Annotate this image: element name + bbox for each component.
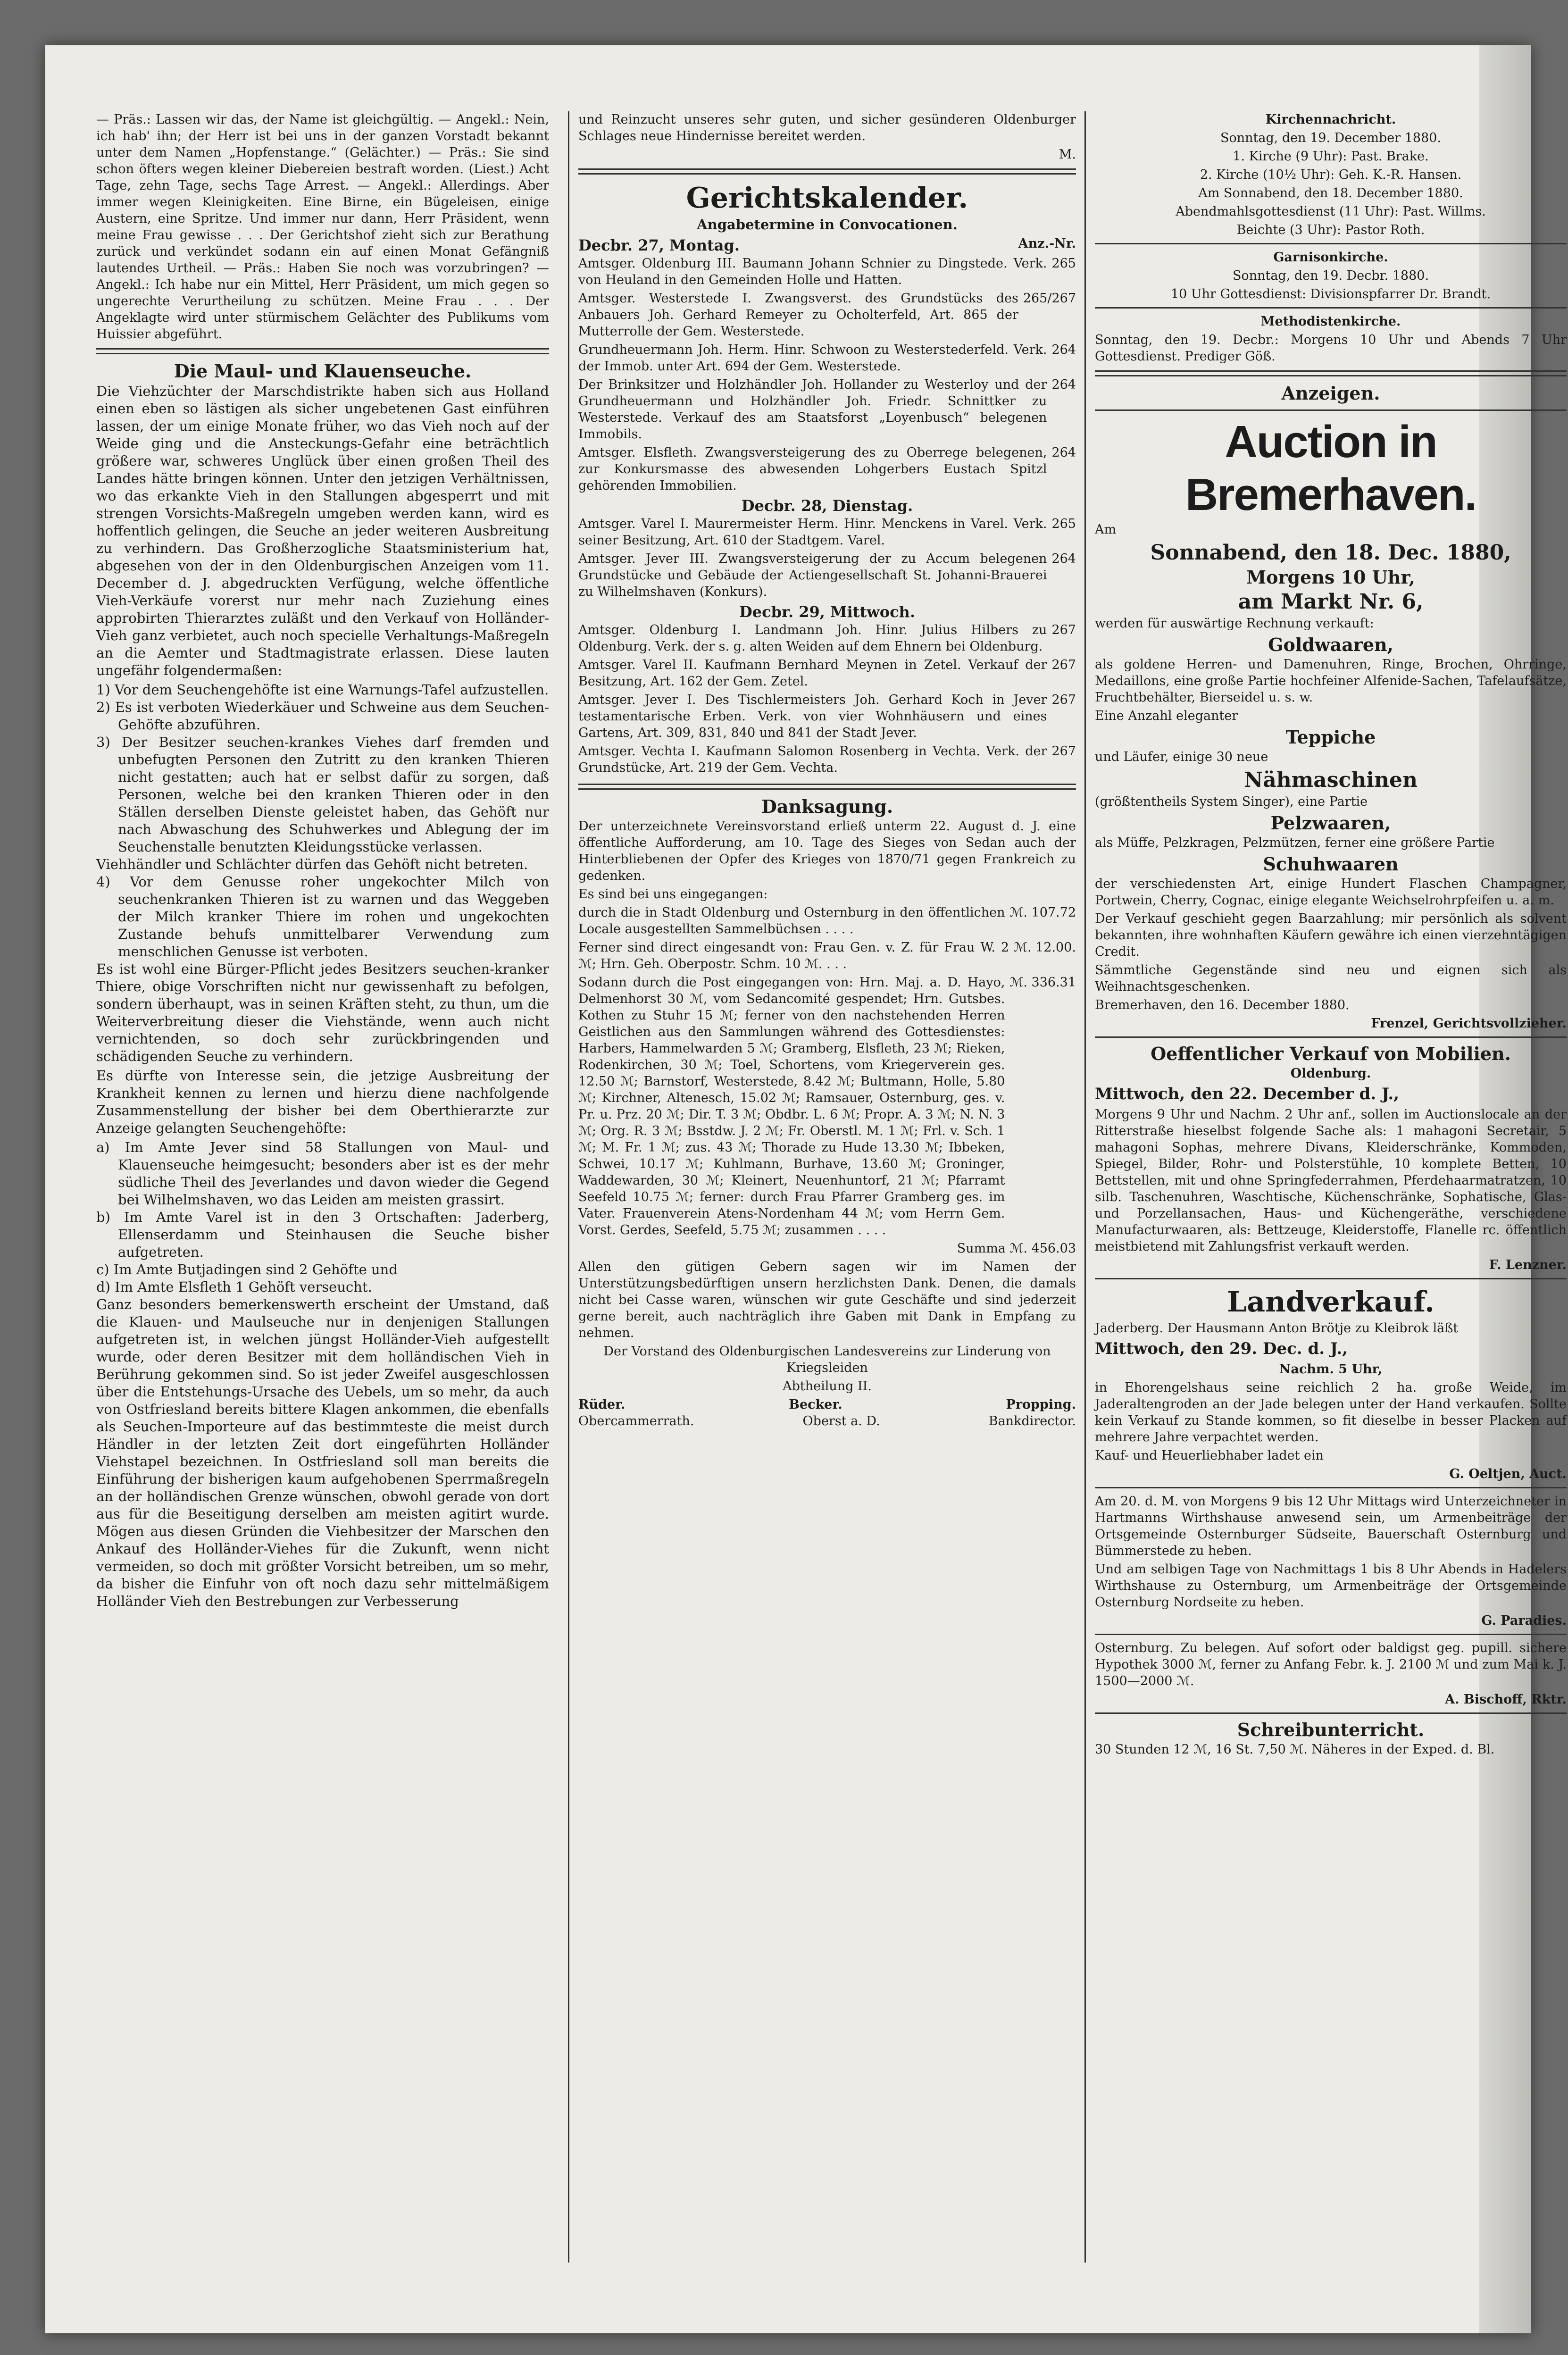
column-left — [96, 111, 549, 1612]
district-list — [96, 1139, 549, 1296]
auction-text: als Müffe, Pelzkragen, Pelzmützen, ferner eine größere Partie — [1095, 835, 1495, 850]
mortgage-signature: A. Bischoff, Rktr. — [1445, 1692, 1567, 1707]
article-paragraph: Die Viehzüchter der Marschdistrikte haben sich aus Holland einen eben so lästigen als sicher ungebetenen Gast einführen lassen, der um einige Monate früher, wo das Vieh noch auf der Weide ging und die Ansteckungs-Gefahr eine beträchtlich größere war, schweres Unglück über einen großen Theil des Landes hätte bringen können. Unter den jetzigen Verhältnissen, wo das erkankte Vieh in den Stallungen abgesperrt und mit strengen Vorsichts-Maßregeln umgeben werden kann, wird es hoffentlich gelingen, die Seuche an jeder weiteren Ausbreitung zu verhindern. Das Großherzogliche Staatsministerium hat, abgesehen von der in den Oldenburgischen Anzeigen vom 11. December d. J. abgedruckten Verfügung, welche öffentliche Vieh-Verkäufe vorerst nur mehr nach Zuziehung eines approbirten Thierarztes zuläßt und den Verkauf von Holländer-Vieh ganz verbietet, auch noch specielle Verhaltungs-Maßregeln an die Aemter und Stadtmagistrate erlassen. Diese lauten ungefähr folgendermaßen: — [96, 383, 549, 678]
auction-text: der verschiedensten Art, einige Hundert Flaschen Champagner, Portwein, Cherry, Cognac, einige elegante Weichselrohrpfeifen u. a. m. — [1095, 877, 1567, 908]
auction-am: Am — [1095, 522, 1117, 537]
newspaper-page — [45, 45, 1567, 2333]
auction-item-heading: Teppiche — [1285, 727, 1376, 748]
land-sale-date: Mittwoch, den 29. Dec. d. J., — [1095, 1339, 1348, 1358]
section-divider — [578, 784, 1076, 790]
entry-text: Amtsger. Jever I. Des Tischlermeisters Joh. Gerhard Koch in Jever testamentarische Erben. Verk. von vier Wohnhäusern und eines Gartens, Art. 309, 831, 840 und 841 der Stadt Jever. — [578, 693, 1047, 740]
article-paragraph: Ganz besonders bemerkenswerth erscheint der Umstand, daß die Klauen- und Maulseuche nur in denjenigen Stallungen aufgetreten ist, in welchen jüngst Holländer-Vieh aufgestellt wurde, oder deren Besitzer mit dem holländischen Vieh in Berührung gekommen sind. So ist jeder Zweifel ausgeschlossen über die Entstehungs-Ursache des Uebels, um so mehr, da auch von Ostfriesland bereits bittere Klagen ankommen, die ebenfalls als Seuchen-Importeure auf das bestimmteste die meist durch Händler in der letzten Zeit dort eingeführten Holländer Viehstapel bezeichnen. In Ostfriesland soll man bereits die Einführung der bisherigen kaum aufgehobenen Sperrmaßregeln an der holländischen Grenze wünschen, obwohl gerade von dort aus für die Beseitigung derselben am meisten agitirt wurde. Mögen aus diesen Gründen die Viehbesitzer der Marschen den Ankauf des Holländer-Viehes für die Zukunft, wenn nicht vermeiden, so doch mit größter Vorsicht betreiben, um so mehr, da bisher die Einfuhr von oft noch dazu sehr mittelmäßigem Holländer Vieh den Bestrebungen zur Verbesserung — [96, 1296, 549, 1609]
entry-number: 264 — [1051, 445, 1076, 460]
column-right — [1095, 111, 1567, 1760]
garrison-date: Sonntag, den 19. Decbr. 1880. — [1232, 268, 1429, 283]
poor-relief-signature: G. Paradies. — [1481, 1613, 1567, 1628]
church-title: Kirchennachricht. — [1265, 112, 1396, 127]
divider — [1095, 1278, 1567, 1279]
entry-text: Grundheuermann Joh. Herm. Hinr. Schwoon zu Westerstederfeld. Verk. der Immob. unter Art. 694 der Gem. Westerstede. — [578, 342, 1047, 374]
rule-item: 4) Vor dem Genusse roher ungekochter Milch von seuchenkranken Thieren ist zu warnen und das Weggeben der Milch kranker Thiere im rohen und ungekochten Zustande behufs unmittelbarer Verwendung zum menschlichen Genusse ist verboten. — [96, 874, 549, 960]
rule-item: 2) Es ist verboten Wiederkäuer und Schweine aus dem Seuchen-Gehöfte abzuführen. — [96, 699, 549, 733]
entry-number: 265/267 — [1023, 291, 1076, 306]
calendar-entry — [578, 444, 1076, 496]
entry-text: Amtsger. Jever III. Zwangsversteigerung der zu Accum belegenen Grundstücke und Gebäude der Actiengesellschaft St. Johanni-Brauerei zu Wilhelmshaven (Konkurs). — [578, 551, 1047, 599]
calendar-entry — [578, 290, 1076, 342]
entry-number: 264 — [1051, 551, 1076, 566]
divider — [1095, 243, 1567, 244]
church-line: Am Sonnabend, den 18. December 1880. — [1198, 186, 1463, 200]
church-date: Sonntag, den 19. December 1880. — [1220, 131, 1442, 145]
thanks-paragraph: Es sind bei uns eingegangen: — [578, 887, 768, 902]
rule-item: Viehhändler und Schlächter dürfen das Gehöft nicht betreten. — [96, 856, 528, 872]
calendar-date: Decbr. 27, Montag. — [578, 236, 740, 254]
entry-text: Amtsger. Oldenburg I. Landmann Joh. Hinr. Julius Hilbers zu Oldenburg. Verk. der s. g. alten Weiden auf dem Ehnern bei Oldenburg. — [578, 623, 1047, 654]
church-line: 2. Kirche (10½ Uhr): Geh. K.-R. Hansen. — [1200, 167, 1462, 182]
auction-text: und Läufer, einige 30 neue — [1095, 750, 1268, 764]
signatory-name: Becker. — [789, 1397, 842, 1412]
auction-signature: Frenzel, Gerichtsvollzieher. — [1371, 1016, 1567, 1031]
donation-text: Sodann durch die Post eingegangen von: Hrn. Maj. a. D. Hayo, Delmenhorst 30 ℳ, vom Sedancomité gespendet; Hrn. Gutsbes. Kothen zu Stuhr 15 ℳ; ferner von den nachstehenden Herren Geistlichen aus den Sammlungen während des Gottesdienstes: Harbers, Hammelwarden 5 ℳ; Gramberg, Elsfleth, 23 ℳ; Rieken, Rodenkirchen, 30 ℳ; Toel, Schortens, vom Kriegerverein ges. 12.50 ℳ; Barnstorf, Westerstede, 8.42 ℳ; Bultmann, Holle, 5.80 ℳ; Kirchner, Altenesch, 15.02 ℳ; Ramsauer, Osternburg, ges. v. Pr. u. Prz. 20 ℳ; Dir. T. 3 ℳ; Obdbr. L. 6 ℳ; Propr. A. 3 ℳ; N. N. 3 ℳ; Org. R. 3 ℳ; Bsstdw. J. 2 ℳ; Fr. Oberstl. M. 1 ℳ; Frl. v. Sch. 1 ℳ; M. Fr. 1 ℳ; zus. 43 ℳ; Thorade zu Hude 13.30 ℳ; Ibbeken, Schwei, 10.17 ℳ; Kuhlmann, Burhave, 13.60 ℳ; Groninger, Waddewarden, 30 ℳ; Kleinert, Neuenhuntorf, 21 ℳ; Pfarramt Seefeld 10.75 ℳ; ferner: durch Frau Pfarrer Gramberg ges. im Vater. Frauenverein Atens-Nordenham 44 ℳ; vom Herrn Gem. Vorst. Gerdes, Seefeld, 5.75 ℳ; zusammen . . . . — [578, 975, 1005, 1237]
donation-amount: ℳ. 107.72 — [1009, 905, 1076, 920]
rule-item: 1) Vor dem Seuchengehöfte ist eine Warnungs-Tafel aufzustellen. — [96, 682, 549, 698]
thanks-signature: Abtheilung II. — [783, 1379, 872, 1394]
auction-text: Der Verkauf geschieht gegen Baarzahlung; mir persönlich als solvent bekannten, ihre wohnhaften Käufern gewähre ich einen vierzehntägigen Credit. — [1095, 911, 1567, 959]
divider — [1095, 1712, 1567, 1714]
entry-number: 265 — [1051, 256, 1076, 271]
garrison-line: 10 Uhr Gottesdienst: Divisionspfarrer Dr. Brandt. — [1170, 287, 1491, 301]
auction-item-heading: Nähmaschinen — [1243, 768, 1418, 792]
entry-number: 267 — [1051, 658, 1076, 672]
article-continuation: und Reinzucht unseres sehr guten, und sicher gesünderen Oldenburger Schlages neue Hindernisse bereitet werden. — [578, 112, 1076, 143]
calendar-entry — [578, 551, 1076, 602]
court-calendar-subtitle: Angabetermine in Convocationen. — [697, 217, 958, 233]
thanks-paragraph: Allen den gütigen Gebern sagen wir im Namen der Unterstützungsbedürftigen unsern herzlichsten Dank. Denen, die damals nicht bei Casse waren, wünschen wir gute Geschäfte und sind jederzeit gerne bereit, auch nachträglich ihre Gaben mit Dank in Empfang zu nehmen. — [578, 1260, 1076, 1340]
land-sale-text: Jaderberg. Der Hausmann Anton Brötje zu Kleibrok läßt — [1095, 1321, 1459, 1336]
calendar-entry — [578, 342, 1076, 376]
signatories-names — [578, 1396, 1076, 1413]
calendar-entry — [578, 376, 1076, 444]
auction-item-heading: Goldwaaren, — [1268, 634, 1393, 655]
calendar-date: Decbr. 29, Mittwoch. — [739, 603, 915, 621]
article-paragraph: Es ist wohl eine Bürger-Pflicht jedes Besitzers seuchen-kranker Thiere, obige Vorschriften nicht nur gewissenhaft zu befolgen, sondern überhaupt, was in seinen Kräften steht, zu thun, um die Weiterverbreitung dieser die Viehstände, wenn auch nicht vernichtenden, so doch sehr zurückbringenden und schädigenden Seuche zu verhindern. — [96, 961, 549, 1064]
thanks-signature: Der Vorstand des Oldenburgischen Landesvereins zur Linderung von Kriegsleiden — [603, 1344, 1051, 1375]
auction-time: Morgens 10 Uhr, — [1246, 567, 1415, 588]
column-rule — [568, 111, 569, 2263]
district-item: a) Im Amte Jever sind 58 Stallungen von Maul- und Klauenseuche heimgesucht; besonders aber ist es der mehr südliche Theil des Jeverlandes und davon wieder die Gegend bei Wilhelmshaven, wo das Leiden am meisten grassirt. — [96, 1139, 549, 1208]
signatory-title: Obercammerrath. — [578, 1414, 694, 1428]
entry-text: Amtsger. Varel I. Maurermeister Herm. Hinr. Menckens in Varel. Verk. seiner Besitzung, Art. 610 der Stadtgem. Varel. — [578, 517, 1047, 548]
entry-text: Amtsger. Oldenburg III. Baumann Johann Schnier zu Dingstede. Verk. von Heuland in den Gemeinden Holle und Hatten. — [578, 256, 1047, 287]
article-signature: M. — [1059, 147, 1076, 162]
section-divider — [1095, 370, 1567, 376]
auction-text: als goldene Herren- und Damenuhren, Ringe, Brochen, Ohrringe, Medaillons, eine große Partie hochfeiner Alfenide-Sachen, Tafelaufsätze, Fruchtbehälter, Bierseidel u. s. w. — [1095, 657, 1567, 705]
donation-row — [578, 904, 1076, 939]
sale-title: Oeffentlicher Verkauf von Mobilien. — [1151, 1043, 1511, 1064]
divider — [1095, 1036, 1567, 1038]
thanks-paragraph: Der unterzeichnete Vereinsvorstand erließ unterm 22. August d. J. eine öffentliche Aufforderung, am 10. Tage des Sieges von Sedan auch der Hinterbliebenen der Opfer des Krieges von 1870/71 gegen Frankreich zu gedenken. — [578, 819, 1076, 883]
date-row — [578, 235, 1076, 255]
signatory-title: Bankdirector. — [988, 1414, 1076, 1428]
auction-date: Sonnabend, den 18. Dec. 1880, — [1150, 541, 1511, 565]
auction-text: Sämmtliche Gegenstände sind neu und eignen sich als Weihnachtsgeschenken. — [1095, 963, 1567, 994]
land-sale-title: Landverkauf. — [1227, 1286, 1435, 1319]
entry-number: 267 — [1051, 623, 1076, 637]
calendar-entry — [578, 255, 1076, 290]
methodist-title: Methodistenkirche. — [1260, 314, 1401, 329]
donation-text: Ferner sind direct eingesandt von: Frau Gen. v. Z. für Frau W. 2 ℳ; Hrn. Geh. Oberpostr. Schm. 10 ℳ. . . . — [578, 940, 1009, 971]
calendar-date: Decbr. 28, Dienstag. — [741, 497, 913, 515]
auction-title: Auction in Bremerhaven. — [1185, 417, 1476, 520]
writing-lessons-title: Schreibunterricht. — [1237, 1719, 1425, 1740]
poor-relief-text: Am 20. d. M. von Morgens 9 bis 12 Uhr Mittags wird Unterzeichneter in Hartmanns Wirthshause anwesend sein, um Armenbeiträge der Ortsgemeinde Osternburger Südseite, Bauerschaft Osternburg und Bümmerstede zu heben. — [1095, 1494, 1567, 1558]
district-item: c) Im Amte Butjadingen sind 2 Gehöfte und — [96, 1261, 398, 1278]
rules-list — [96, 681, 549, 960]
signatory-title: Oberst a. D. — [802, 1414, 880, 1428]
auction-text: werden für auswärtige Rechnung verkauft: — [1095, 616, 1374, 631]
auction-text: Eine Anzahl eleganter — [1095, 709, 1238, 723]
divider — [1095, 307, 1567, 309]
signatory-name: Rüder. — [578, 1397, 626, 1412]
church-line: Abendmahlsgottesdienst (11 Uhr): Past. Willms. — [1176, 204, 1486, 219]
entry-text: Amtsger. Elsfleth. Zwangsversteigerung des zu Oberrege belegenen, zur Konkursmasse des abwesenden Lohgerbers Eustach Spitzl gehörenden Immobilien. — [578, 445, 1047, 493]
thanks-title: Danksagung. — [761, 796, 893, 817]
court-calendar-title: Gerichtskalender. — [686, 182, 968, 215]
entry-number: 267 — [1051, 693, 1076, 707]
column-rule — [1084, 111, 1086, 2263]
district-item: d) Im Amte Elsfleth 1 Gehöft verseucht. — [96, 1279, 372, 1295]
church-line: 1. Kirche (9 Uhr): Past. Brake. — [1233, 149, 1429, 164]
column-header: Anz.-Nr. — [1018, 236, 1076, 251]
sale-text: Morgens 9 Uhr und Nachm. 2 Uhr anf., sollen im Auctionslocale an der Ritterstraße hieselbst folgende Sache als: 1 mahagoni Secretair, 5 mahagoni Sophas, mehrere Divans, Kleiderschränke, Kommoden, Spiegel, Bilder, Rohr- und Polsterstühle, 10 komplete Betten, 10 Bettstellen, mit und ohne Springfederrahmen, Pferdehaarmatratzen, 10 silb. Taschenuhren, Waschtische, Küchenschränke, Sophatische, Glas- und Porzellansachen, Haus- und Küchengeräthe, verschiedene Manufacturwaaren, als: Bettzeuge, Kleiderstoffe, Flanelle rc. öffentlich meistbietend mit Zahlungsfrist verkauft werden. — [1095, 1107, 1567, 1254]
entry-text: Der Brinksitzer und Holzhändler Joh. Hollander zu Westerloy und der Grundheuermann und Holzhändler Joh. Friedr. Schnittker zu Westerstede. Verkauf des am Staatsforst „Loyenbusch“ belegenen Immobils. — [578, 377, 1047, 442]
auction-signature: Bremerhaven, den 16. December 1880. — [1095, 998, 1350, 1012]
divider — [1095, 1487, 1567, 1488]
donation-row — [578, 974, 1076, 1240]
ads-title: Anzeigen. — [1281, 383, 1380, 404]
rule-item: 3) Der Besitzer seuchen-krankes Viehes darf fremden und unbefugten Personen den Zutritt zu den kranken Thieren nicht gestatten; auch hat er selbst dafür zu sorgen, daß Personen, welche bei den kranken Thieren oder in den Ställen derselben Dienste geleistet haben, das Gehöft nur nach Abwaschung des Schuhwerkes und Ablegung der im Seuchenstalle benutzten Kleidungsstücke verlassen. — [96, 734, 549, 855]
entry-text: Amtsger. Vechta I. Kaufmann Salomon Rosenberg in Vechta. Verk. der Grundstücke, Art. 219 der Gem. Vechta. — [578, 744, 1047, 775]
writing-lessons-text: 30 Stunden 12 ℳ, 16 St. 7,50 ℳ. Näheres in der Exped. d. Bl. — [1095, 1742, 1495, 1757]
auction-item-heading: Pelzwaaren, — [1270, 812, 1391, 834]
land-sale-time: Nachm. 5 Uhr, — [1279, 1362, 1383, 1377]
donation-row — [578, 939, 1076, 974]
garrison-title: Garnisonkirche. — [1273, 250, 1388, 265]
signatory-name: Propping. — [1006, 1397, 1076, 1412]
entry-number: 264 — [1051, 342, 1076, 357]
land-sale-text: Kauf- und Heuerliebhaber ladet ein — [1095, 1448, 1324, 1463]
sale-place: Oldenburg. — [1290, 1066, 1371, 1081]
land-sale-signature: G. Oeltjen, Auct. — [1449, 1467, 1567, 1481]
methodist-text: Sonntag, den 19. Decbr.: Morgens 10 Uhr und Abends 7 Uhr Gottesdienst. Prediger Göß. — [1095, 333, 1567, 364]
divider — [1095, 409, 1567, 411]
auction-text: (größtentheils System Singer), eine Partie — [1095, 794, 1368, 809]
article-paragraph: Es dürfte von Interesse sein, die jetzige Ausbreitung der Krankheit kennen zu lernen und hierzu diene nachfolgende Zusammenstellung der bisher bei dem Oberthierarzte zur Anzeige gelangten Seuchengehöfte: — [96, 1068, 549, 1136]
entry-number: 265 — [1051, 517, 1076, 531]
entry-number: 267 — [1051, 744, 1076, 759]
land-sale-text: in Ehorengelshaus seine reichlich 2 ha. große Weide, im Jaderaltengroden an der Jade belegen unter der Hand verkaufen. Sollte kein Verkauf zu Stande kommen, so fit dieselbe in besser Placken auf mehrere Jahre verpachtet werden. — [1095, 1380, 1567, 1445]
court-report-text: — Präs.: Lassen wir das, der Name ist gleichgültig. — Angekl.: Nein, ich hab' ihn; der Herr ist bei uns in der ganzen Vorstadt bekannt unter dem Namen „Hopfenstange.“ (Gelächter.) — Präs.: Sie sind schon öfters wegen kleiner Diebereien bestraft worden. (Liest.) Acht Tage, zehn Tage, sechs Tage Arrest. — Angekl.: Allerdings. Aber immer wegen Kleinigkeiten. Eine Birne, ein Bügeleisen, einige Austern, eine Spritze. Und immer nur dann, Herr Präsident, wenn meine Frau gewisse . . . Der Gerichtshof zieht sich zur Berathung zurück und verkündet sodann ein auf einen Monat Gefängniß lautendes Urtheil. — Präs.: Haben Sie noch was vorzubringen? — Angekl.: Ich habe nur ein Mittel, Herr Präsident, um mich gegen so ungerechte Verurtheilung zu schützen. Meine Frau . . . Der Angeklagte wird unter stürmischem Gelächter des Publikums vom Huissier abgeführt. — [96, 112, 549, 342]
calendar-entry — [578, 622, 1076, 657]
auction-place: am Markt Nr. 6, — [1238, 590, 1424, 614]
donation-text: durch die in Stadt Oldenburg und Osternburg in den öffentlichen Locale ausgestellten Sammelbüchsen . . . . — [578, 905, 1005, 936]
mortgage-text: Osternburg. Zu belegen. Auf sofort oder baldigst geg. pupill. sichere Hypothek 3000 ℳ, ferner zu Anfang Febr. k. J. 2100 ℳ und zum Mai k. J. 1500—2000 ℳ. — [1095, 1641, 1567, 1688]
entry-text: Amtsger. Varel II. Kaufmann Bernhard Meynen in Zetel. Verkauf der Besitzung, Art. 162 der Gem. Zetel. — [578, 658, 1047, 689]
divider — [1095, 1634, 1567, 1635]
auction-item-heading: Schuhwaaren — [1263, 853, 1399, 875]
section-divider — [578, 168, 1076, 175]
donation-total: Summa ℳ. 456.03 — [957, 1241, 1076, 1256]
sale-date: Mittwoch, den 22. December d. J., — [1095, 1085, 1400, 1103]
calendar-entry — [578, 657, 1076, 692]
section-divider — [96, 348, 549, 354]
church-line: Beichte (3 Uhr): Pastor Roth. — [1236, 223, 1425, 237]
calendar-entry — [578, 692, 1076, 743]
article-title: Die Maul- und Klauenseuche. — [174, 360, 472, 382]
signatories-titles — [578, 1413, 1076, 1429]
sale-signature: F. Lenzner. — [1489, 1258, 1567, 1272]
entry-number: 264 — [1051, 377, 1076, 392]
entry-text: Amtsger. Westerstede I. Zwangsverst. des Grundstücks des Anbauers Joh. Gerhard Remeyer zu Ocholterfeld, Art. 865 der Mutterrolle der Gem. Westerstede. — [578, 291, 1018, 339]
district-item: b) Im Amte Varel ist in den 3 Ortschaften: Jaderberg, Ellenserdamm und Steinhausen die Seuche bisher aufgetreten. — [96, 1209, 549, 1260]
calendar-entry — [578, 516, 1076, 551]
calendar-entry — [578, 743, 1076, 778]
donation-amount: ℳ. 12.00. — [1014, 940, 1076, 955]
donation-amount: ℳ. 336.31 — [1009, 975, 1076, 990]
poor-relief-text: Und am selbigen Tage von Nachmittags 1 bis 8 Uhr Abends in Hadelers Wirthshause zu Osternburg, um Armenbeiträge der Ortsgemeinde Osternburg Nordseite zu heben. — [1095, 1562, 1567, 1610]
column-middle — [578, 111, 1076, 1429]
